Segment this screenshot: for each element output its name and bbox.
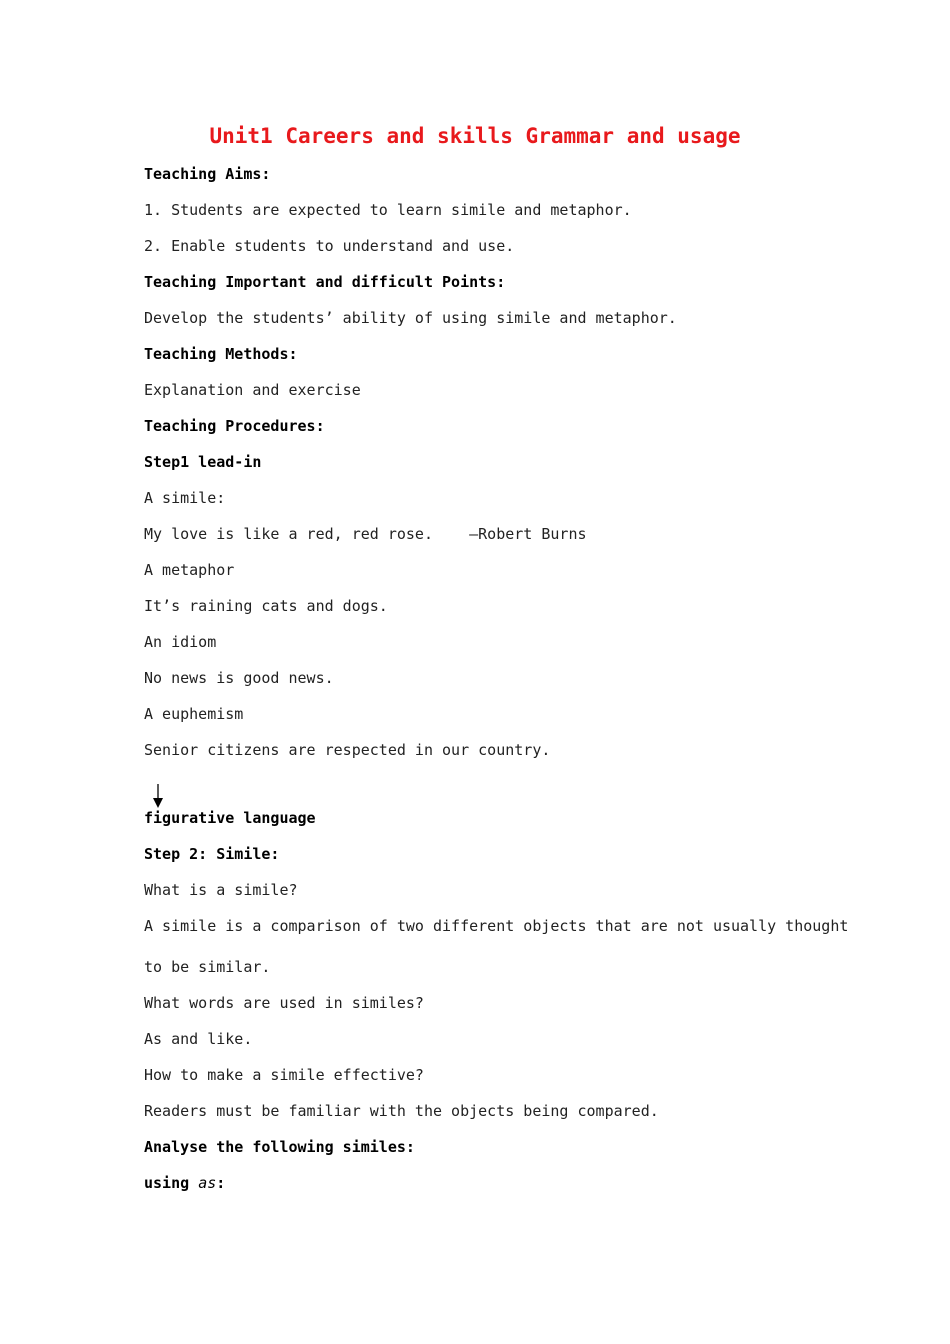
simile-question-1: What is a simile?: [144, 881, 298, 899]
document-title: Unit1 Careers and skills Grammar and usage: [209, 124, 741, 148]
metaphor-label: A metaphor: [144, 561, 235, 579]
important-points-text: Develop the students’ ability of using simile and metaphor.: [144, 309, 677, 327]
aim-item-1: 1. Students are expected to learn simile and metaphor.: [144, 201, 632, 219]
teaching-aims-heading: Teaching Aims:: [144, 165, 271, 183]
simile-question-3: How to make a simile effective?: [144, 1066, 424, 1084]
metaphor-example: It’s raining cats and dogs.: [144, 597, 388, 615]
using-prefix: using: [144, 1174, 199, 1192]
using-suffix: :: [216, 1174, 226, 1192]
using-word: as: [198, 1174, 217, 1192]
important-points-heading: Teaching Important and difficult Points:: [144, 273, 506, 291]
aim-item-2: 2. Enable students to understand and use.: [144, 237, 515, 255]
using-as-heading: [144, 1174, 225, 1192]
figurative-language-label: figurative language: [144, 809, 316, 827]
teaching-procedures-heading: Teaching Procedures:: [144, 417, 325, 435]
euphemism-example: Senior citizens are respected in our country.: [144, 741, 551, 759]
simile-answer-1-line-1: A simile is a comparison of two different objects that are not usually thought: [144, 917, 849, 935]
simile-example: My love is like a red, red rose. —Robert Burns: [144, 525, 587, 543]
idiom-example: No news is good news.: [144, 669, 334, 687]
analyse-similes-heading: Analyse the following similes:: [144, 1138, 415, 1156]
euphemism-label: A euphemism: [144, 705, 244, 723]
down-arrow-icon: [151, 783, 165, 809]
simile-answer-1-line-2: to be similar.: [144, 958, 271, 976]
step1-heading: Step1 lead-in: [144, 453, 262, 471]
teaching-methods-heading: Teaching Methods:: [144, 345, 298, 363]
step2-heading: Step 2: Simile:: [144, 845, 280, 863]
simile-label: A simile:: [144, 489, 226, 507]
idiom-label: An idiom: [144, 633, 217, 651]
simile-answer-2: As and like.: [144, 1030, 253, 1048]
teaching-methods-text: Explanation and exercise: [144, 381, 361, 399]
simile-answer-3: Readers must be familiar with the objects being compared.: [144, 1102, 659, 1120]
simile-question-2: What words are used in similes?: [144, 994, 424, 1012]
